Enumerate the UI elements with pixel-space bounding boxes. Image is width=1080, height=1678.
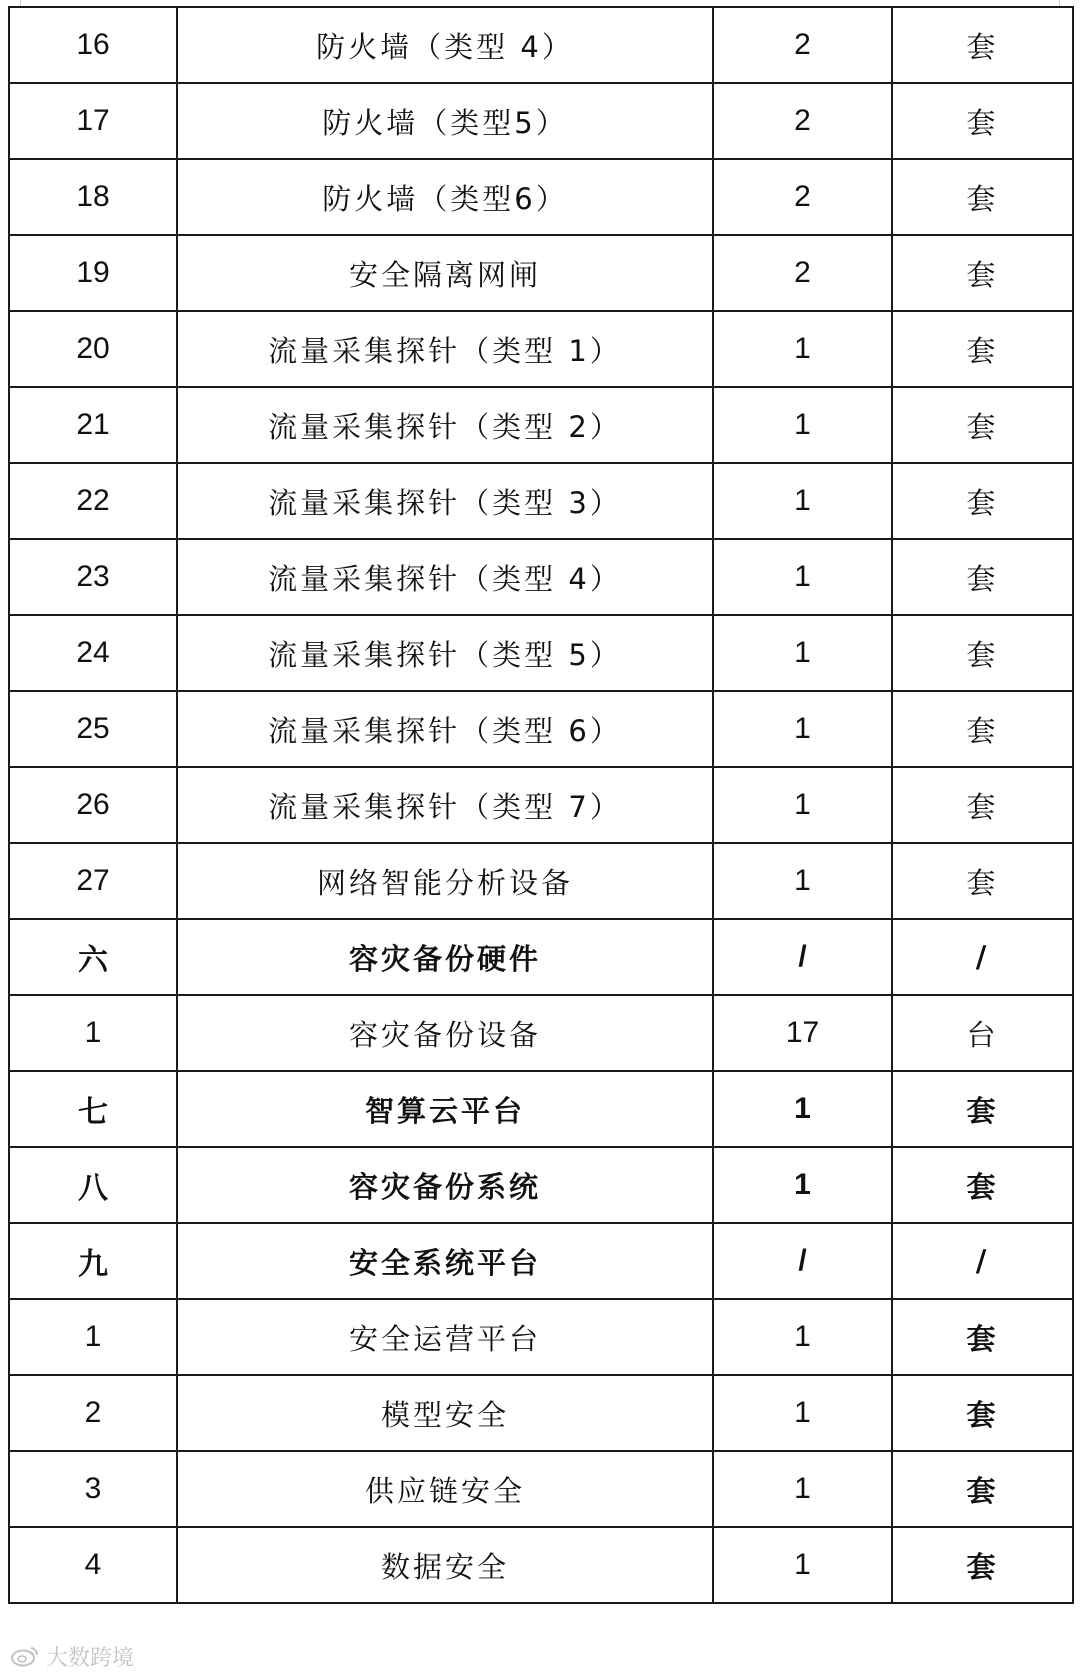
- unit-cell: 套: [892, 311, 1073, 387]
- item-name-cell: 流量采集探针（类型 4）: [177, 539, 713, 615]
- weibo-logo-icon: [10, 1645, 40, 1667]
- table-row: [9, 83, 1073, 159]
- table-row: [9, 1223, 1073, 1299]
- row-number-cell: 3: [9, 1451, 177, 1527]
- quantity-cell: 1: [713, 615, 892, 691]
- table-row: [9, 463, 1073, 539]
- item-name-cell: 安全系统平台: [177, 1223, 713, 1299]
- quantity-cell: /: [713, 1223, 892, 1299]
- quantity-cell: 1: [713, 1299, 892, 1375]
- table-row: [9, 995, 1073, 1071]
- table-row: [9, 1451, 1073, 1527]
- quantity-cell: 2: [713, 159, 892, 235]
- table-row: [9, 691, 1073, 767]
- item-name-cell: 模型安全: [177, 1375, 713, 1451]
- item-name-cell: 防火墙（类型 4）: [177, 7, 713, 83]
- quantity-cell: 1: [713, 1071, 892, 1147]
- row-number-cell: 八: [9, 1147, 177, 1223]
- quantity-cell: 1: [713, 463, 892, 539]
- table-row: [9, 843, 1073, 919]
- row-number-cell: 24: [9, 615, 177, 691]
- table-row: [9, 615, 1073, 691]
- unit-cell: 台: [892, 995, 1073, 1071]
- item-name-cell: 流量采集探针（类型 5）: [177, 615, 713, 691]
- table-row: [9, 159, 1073, 235]
- row-number-cell: 25: [9, 691, 177, 767]
- table-row: [9, 387, 1073, 463]
- item-name-cell: 流量采集探针（类型 1）: [177, 311, 713, 387]
- row-number-cell: 1: [9, 995, 177, 1071]
- unit-cell: 套: [892, 1451, 1073, 1527]
- row-number-cell: 23: [9, 539, 177, 615]
- table-row: [9, 1375, 1073, 1451]
- unit-cell: 套: [892, 843, 1073, 919]
- item-name-cell: 安全隔离网闸: [177, 235, 713, 311]
- unit-cell: 套: [892, 159, 1073, 235]
- row-number-cell: 九: [9, 1223, 177, 1299]
- unit-cell: 套: [892, 1147, 1073, 1223]
- table-row: [9, 1527, 1073, 1603]
- item-name-cell: 流量采集探针（类型 2）: [177, 387, 713, 463]
- row-number-cell: 七: [9, 1071, 177, 1147]
- unit-cell: 套: [892, 1299, 1073, 1375]
- quantity-cell: 2: [713, 83, 892, 159]
- unit-cell: 套: [892, 463, 1073, 539]
- quantity-cell: 1: [713, 1147, 892, 1223]
- quantity-cell: 1: [713, 1527, 892, 1603]
- table-row: [9, 1299, 1073, 1375]
- unit-cell: 套: [892, 235, 1073, 311]
- item-name-cell: 容灾备份系统: [177, 1147, 713, 1223]
- unit-cell: 套: [892, 615, 1073, 691]
- unit-cell: 套: [892, 1527, 1073, 1603]
- quantity-cell: 1: [713, 1375, 892, 1451]
- row-number-cell: 17: [9, 83, 177, 159]
- unit-cell: 套: [892, 767, 1073, 843]
- quantity-cell: 1: [713, 539, 892, 615]
- table-row: [9, 311, 1073, 387]
- quantity-cell: 17: [713, 995, 892, 1071]
- table-row: [9, 7, 1073, 83]
- item-name-cell: 数据安全: [177, 1527, 713, 1603]
- equipment-table-body: [9, 7, 1073, 1603]
- item-name-cell: 流量采集探针（类型 3）: [177, 463, 713, 539]
- unit-cell: /: [892, 1223, 1073, 1299]
- item-name-cell: 流量采集探针（类型 7）: [177, 767, 713, 843]
- item-name-cell: 流量采集探针（类型 6）: [177, 691, 713, 767]
- unit-cell: 套: [892, 83, 1073, 159]
- table-row: [9, 1071, 1073, 1147]
- row-number-cell: 18: [9, 159, 177, 235]
- table-row: [9, 919, 1073, 995]
- unit-cell: 套: [892, 1375, 1073, 1451]
- item-name-cell: 安全运营平台: [177, 1299, 713, 1375]
- unit-cell: 套: [892, 539, 1073, 615]
- row-number-cell: 26: [9, 767, 177, 843]
- row-number-cell: 1: [9, 1299, 177, 1375]
- row-number-cell: 19: [9, 235, 177, 311]
- quantity-cell: /: [713, 919, 892, 995]
- quantity-cell: 2: [713, 7, 892, 83]
- quantity-cell: 1: [713, 691, 892, 767]
- equipment-table: [8, 6, 1074, 1604]
- unit-cell: /: [892, 919, 1073, 995]
- row-number-cell: 20: [9, 311, 177, 387]
- row-number-cell: 22: [9, 463, 177, 539]
- row-number-cell: 2: [9, 1375, 177, 1451]
- row-number-cell: 4: [9, 1527, 177, 1603]
- watermark-text: 大数跨境: [46, 1645, 135, 1671]
- watermark: [10, 1640, 134, 1672]
- table-row: [9, 235, 1073, 311]
- table-row: [9, 1147, 1073, 1223]
- item-name-cell: 容灾备份设备: [177, 995, 713, 1071]
- quantity-cell: 1: [713, 767, 892, 843]
- item-name-cell: 容灾备份硬件: [177, 919, 713, 995]
- table-row: [9, 539, 1073, 615]
- quantity-cell: 1: [713, 387, 892, 463]
- quantity-cell: 1: [713, 1451, 892, 1527]
- unit-cell: 套: [892, 7, 1073, 83]
- row-number-cell: 21: [9, 387, 177, 463]
- item-name-cell: 防火墙（类型5）: [177, 83, 713, 159]
- row-number-cell: 六: [9, 919, 177, 995]
- item-name-cell: 网络智能分析设备: [177, 843, 713, 919]
- item-name-cell: 智算云平台: [177, 1071, 713, 1147]
- quantity-cell: 1: [713, 311, 892, 387]
- unit-cell: 套: [892, 691, 1073, 767]
- row-number-cell: 16: [9, 7, 177, 83]
- unit-cell: 套: [892, 1071, 1073, 1147]
- item-name-cell: 供应链安全: [177, 1451, 713, 1527]
- table-row: [9, 767, 1073, 843]
- unit-cell: 套: [892, 387, 1073, 463]
- quantity-cell: 1: [713, 843, 892, 919]
- quantity-cell: 2: [713, 235, 892, 311]
- row-number-cell: 27: [9, 843, 177, 919]
- item-name-cell: 防火墙（类型6）: [177, 159, 713, 235]
